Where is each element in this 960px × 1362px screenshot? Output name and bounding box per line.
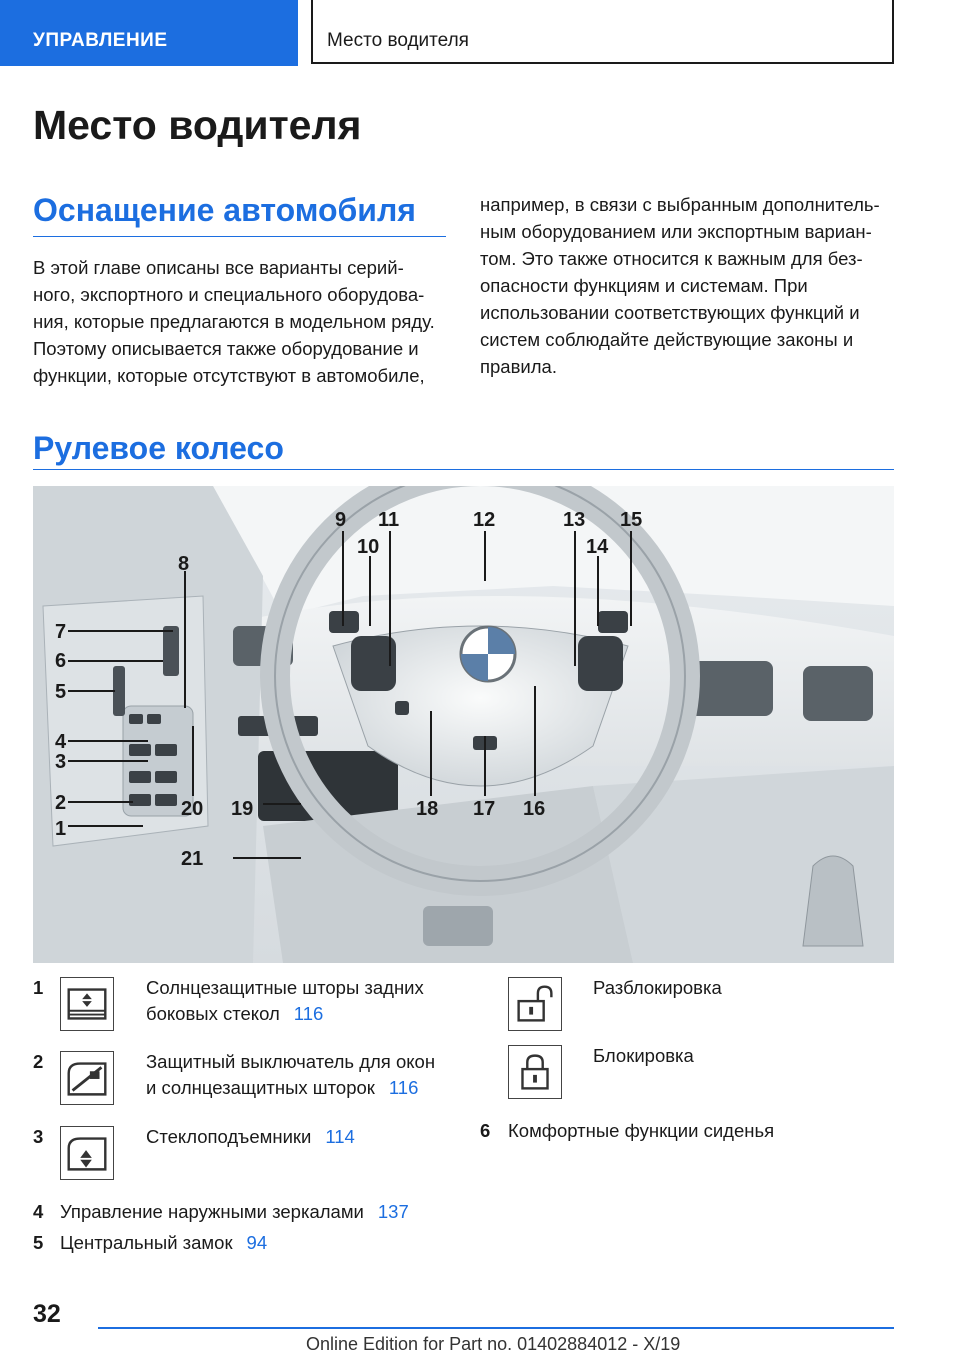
legend-text: Комфортные функции сиденья — [508, 1120, 775, 1141]
callout-label: 14 — [586, 536, 609, 558]
page-number: 32 — [33, 1300, 61, 1328]
callout-label: 5 — [55, 681, 67, 703]
callout-label: 1 — [55, 818, 67, 840]
legend-text: Солнцезащитные шторы задних — [146, 977, 424, 998]
paragraph-line: опасности функциям и системам. При — [480, 275, 808, 296]
legend-text: Центральный замок — [60, 1232, 233, 1253]
equipment-heading: Оснащение автомобиля — [33, 192, 416, 228]
legend-number: 3 — [33, 1126, 44, 1147]
page-reference-link[interactable]: 137 — [377, 1201, 409, 1222]
callout-label: 3 — [55, 751, 67, 773]
callout-label: 10 — [357, 536, 380, 558]
legend-number: 6 — [480, 1120, 491, 1141]
equipment-paragraph-right — [480, 191, 900, 380]
legend-text: Стеклоподъемники — [146, 1126, 312, 1147]
callout-label: 12 — [473, 509, 496, 531]
paragraph-line: функции, которые отсутствуют в автомобиле, — [33, 365, 425, 386]
legend-item-2 — [33, 1049, 453, 1109]
paragraph-line: том. Это также относится к важным для без- — [480, 248, 863, 269]
callout-label: 15 — [620, 509, 643, 531]
legend-number: 1 — [33, 977, 44, 998]
header-section-tab[interactable]: УПРАВЛЕНИЕ — [0, 0, 298, 66]
equipment-heading-rule — [33, 236, 446, 237]
page-reference-link[interactable]: 114 — [325, 1126, 355, 1147]
legend-text: Управление наружными зеркалами — [60, 1201, 364, 1222]
window-safety-switch-icon — [60, 1051, 114, 1105]
paragraph-line: правила. — [480, 356, 557, 377]
rear-sunblind-icon — [60, 977, 114, 1031]
paragraph-line: например, в связи с выбранным дополнитель- — [480, 194, 880, 215]
paragraph-line: ного, экспортного и специального оборудова- — [33, 284, 425, 305]
callout-label: 16 — [523, 798, 546, 820]
legend-lock — [480, 1043, 894, 1103]
callout-label: 17 — [473, 798, 496, 820]
callout-label: 20 — [181, 798, 204, 820]
callout-label: 2 — [55, 792, 67, 814]
legend-item-4 — [33, 1199, 453, 1225]
legend-text: боковых стекол — [146, 1003, 280, 1024]
legend-item-5 — [33, 1230, 453, 1256]
callout-label: 6 — [55, 650, 67, 672]
footer-rule — [98, 1327, 894, 1329]
callout-label: 18 — [416, 798, 439, 820]
legend-unlock — [480, 975, 894, 1035]
paragraph-line: ния, которые предлагаются в модельном ряду. — [33, 311, 435, 332]
legend-item-3 — [33, 1124, 453, 1184]
steering-heading: Рулевое колесо — [33, 430, 284, 466]
callout-label: 8 — [178, 553, 190, 575]
callout-label: 19 — [231, 798, 254, 820]
legend-item-6 — [480, 1118, 894, 1144]
callout-label: 9 — [335, 509, 347, 531]
legend-number: 5 — [33, 1232, 44, 1253]
legend-number: 4 — [33, 1201, 44, 1222]
page-title: Место водителя — [33, 102, 362, 148]
legend-text: Блокировка — [593, 1045, 694, 1066]
paragraph-line: систем соблюдайте действующие законы и — [480, 329, 854, 350]
callout-label: 13 — [563, 509, 586, 531]
header-subsection: Место водителя — [311, 0, 894, 64]
equipment-paragraph-left — [33, 254, 451, 389]
power-window-icon — [60, 1126, 114, 1180]
legend-text: Разблокировка — [593, 977, 722, 998]
legend-text: и солнцезащитных шторок — [146, 1077, 375, 1098]
legend-item-1 — [33, 975, 453, 1035]
paragraph-line: ным оборудованием или экспортным вариан- — [480, 221, 872, 242]
callout-label: 11 — [378, 509, 400, 531]
cockpit-illustration — [33, 486, 894, 963]
footer-edition: Online Edition for Part no. 01402884012 - X/19 — [306, 1334, 681, 1354]
lock-icon — [508, 1045, 562, 1099]
callout-label: 21 — [181, 848, 204, 870]
paragraph-line: В этой главе описаны все варианты серий- — [33, 257, 404, 278]
unlock-icon — [508, 977, 562, 1031]
page-reference-link[interactable]: 94 — [246, 1232, 268, 1253]
steering-heading-rule — [33, 469, 894, 470]
legend-text: Защитный выключатель для окон — [146, 1051, 436, 1072]
page-reference-link[interactable]: 116 — [293, 1003, 324, 1024]
callout-label: 4 — [55, 731, 67, 753]
page-reference-link[interactable]: 116 — [388, 1077, 419, 1098]
paragraph-line: использовании соответствующих функций и — [480, 302, 860, 323]
legend-number: 2 — [33, 1051, 44, 1072]
paragraph-line: Поэтому описывается также оборудование и — [33, 338, 419, 359]
callout-label: 7 — [55, 621, 67, 643]
